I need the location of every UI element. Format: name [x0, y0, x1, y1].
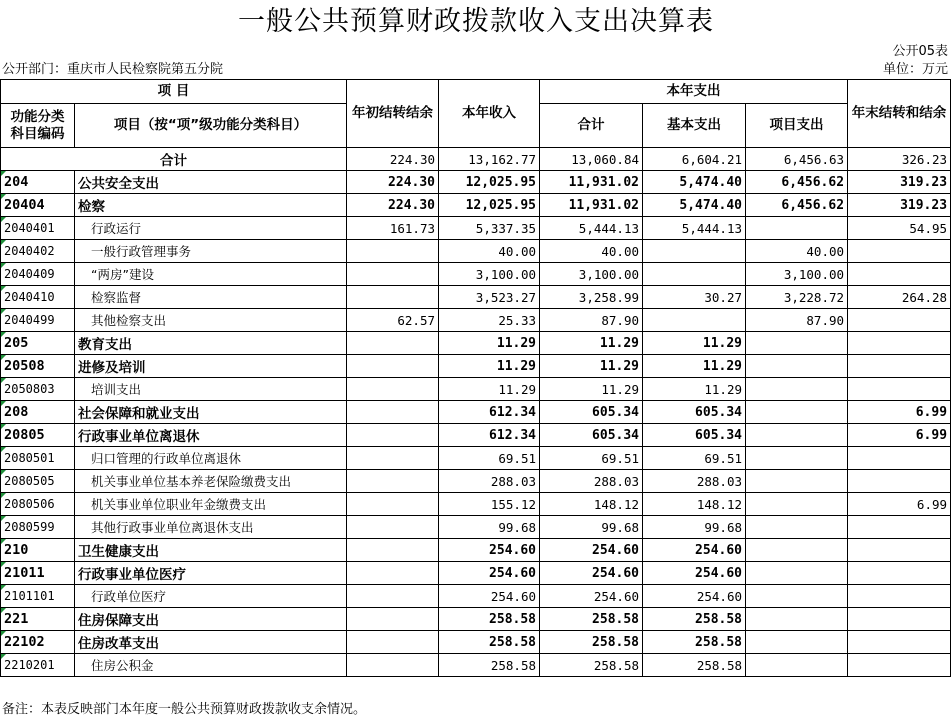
- row-basic: 69.51: [643, 447, 746, 470]
- department-label: 公开部门：重庆市人民检察院第五分院: [2, 62, 224, 77]
- row-opening: [347, 332, 439, 355]
- row-code: [1, 263, 75, 286]
- header-expense-total: 合计: [540, 104, 643, 148]
- row-name: 一般行政管理事务: [75, 240, 347, 263]
- row-code-text: 21011: [4, 565, 45, 581]
- row-project: 3,228.72: [746, 286, 848, 309]
- row-code-text: 205: [4, 335, 29, 351]
- cell-marker-icon: [1, 309, 6, 314]
- row-opening: [347, 539, 439, 562]
- row-code: [1, 447, 75, 470]
- row-name: 机关事业单位基本养老保险缴费支出: [75, 470, 347, 493]
- row-total: 254.60: [540, 562, 643, 585]
- row-basic: 258.58: [643, 631, 746, 654]
- row-closing: [848, 240, 951, 263]
- row-closing: [848, 332, 951, 355]
- table-row: [1, 194, 951, 217]
- row-code-text: 2040401: [4, 221, 55, 235]
- row-name: 行政单位医疗: [75, 585, 347, 608]
- row-opening: [347, 470, 439, 493]
- row-name: 行政事业单位医疗: [75, 562, 347, 585]
- row-basic: [643, 240, 746, 263]
- row-opening: [347, 516, 439, 539]
- row-opening: [347, 608, 439, 631]
- header-expense-group: 本年支出: [540, 80, 848, 104]
- row-total: 99.68: [540, 516, 643, 539]
- row-total: 254.60: [540, 539, 643, 562]
- row-project: [746, 217, 848, 240]
- row-closing: [848, 470, 951, 493]
- row-total: 11.29: [540, 355, 643, 378]
- row-closing: [848, 378, 951, 401]
- row-code-text: 2101101: [4, 589, 55, 603]
- table-row: [1, 401, 951, 424]
- cell-marker-icon: [1, 470, 6, 475]
- row-name: 其他检察支出: [75, 309, 347, 332]
- row-income: 3,523.27: [439, 286, 540, 309]
- table-row: [1, 493, 951, 516]
- table-row: [1, 309, 951, 332]
- row-opening: [347, 286, 439, 309]
- cell-marker-icon: [1, 401, 6, 406]
- row-code-text: 208: [4, 404, 29, 420]
- cell-marker-icon: [1, 608, 6, 613]
- row-income: 612.34: [439, 401, 540, 424]
- row-opening: 62.57: [347, 309, 439, 332]
- total-basic: 6,604.21: [643, 148, 746, 171]
- row-basic: 605.34: [643, 401, 746, 424]
- row-total: 3,100.00: [540, 263, 643, 286]
- row-income: 3,100.00: [439, 263, 540, 286]
- row-code: [1, 608, 75, 631]
- header-row-1: [1, 80, 951, 104]
- row-name: 教育支出: [75, 332, 347, 355]
- row-opening: [347, 447, 439, 470]
- row-total: 69.51: [540, 447, 643, 470]
- row-basic: 99.68: [643, 516, 746, 539]
- table-row: [1, 516, 951, 539]
- row-total: 288.03: [540, 470, 643, 493]
- total-row: [1, 148, 951, 171]
- row-code-text: 2080599: [4, 520, 55, 534]
- table-row: [1, 240, 951, 263]
- row-project: [746, 424, 848, 447]
- row-project: 6,456.62: [746, 171, 848, 194]
- row-name: 行政运行: [75, 217, 347, 240]
- row-project: [746, 332, 848, 355]
- row-opening: [347, 263, 439, 286]
- row-total: 605.34: [540, 424, 643, 447]
- row-name: “两房”建设: [75, 263, 347, 286]
- row-code: [1, 240, 75, 263]
- row-basic: 5,444.13: [643, 217, 746, 240]
- row-income: 288.03: [439, 470, 540, 493]
- table-row: [1, 332, 951, 355]
- row-basic: 30.27: [643, 286, 746, 309]
- row-name: 行政事业单位离退休: [75, 424, 347, 447]
- cell-marker-icon: [1, 424, 6, 429]
- row-basic: 11.29: [643, 355, 746, 378]
- table-row: [1, 424, 951, 447]
- cell-marker-icon: [1, 355, 6, 360]
- row-name: 住房改革支出: [75, 631, 347, 654]
- row-closing: [848, 309, 951, 332]
- row-code: [1, 309, 75, 332]
- row-project: [746, 447, 848, 470]
- row-name: 机关事业单位职业年金缴费支出: [75, 493, 347, 516]
- table-row: [1, 263, 951, 286]
- row-closing: 264.28: [848, 286, 951, 309]
- row-project: [746, 654, 848, 677]
- row-project: 87.90: [746, 309, 848, 332]
- row-name: 检察: [75, 194, 347, 217]
- cell-marker-icon: [1, 378, 6, 383]
- row-code-text: 204: [4, 174, 29, 190]
- row-closing: [848, 263, 951, 286]
- row-closing: [848, 539, 951, 562]
- row-income: 258.58: [439, 631, 540, 654]
- row-income: 40.00: [439, 240, 540, 263]
- row-total: 87.90: [540, 309, 643, 332]
- header-code: 功能分类科目编码: [1, 104, 75, 148]
- row-code-text: 22102: [4, 634, 45, 650]
- row-name: 住房公积金: [75, 654, 347, 677]
- row-opening: [347, 585, 439, 608]
- row-project: [746, 631, 848, 654]
- row-total: 11,931.02: [540, 171, 643, 194]
- row-code: [1, 516, 75, 539]
- row-closing: 6.99: [848, 424, 951, 447]
- table-row: [1, 470, 951, 493]
- row-project: 3,100.00: [746, 263, 848, 286]
- page-title: 一般公共预算财政拨款收入支出决算表: [238, 6, 714, 37]
- form-number: 公开05表: [892, 44, 948, 59]
- total-label: 合计: [1, 148, 347, 171]
- row-code: [1, 470, 75, 493]
- row-basic: 258.58: [643, 654, 746, 677]
- row-total: 40.00: [540, 240, 643, 263]
- row-basic: 11.29: [643, 378, 746, 401]
- row-basic: 288.03: [643, 470, 746, 493]
- row-code-text: 20404: [4, 197, 45, 213]
- table-row: [1, 562, 951, 585]
- row-project: [746, 585, 848, 608]
- row-code: [1, 355, 75, 378]
- table-row: [1, 378, 951, 401]
- row-income: 612.34: [439, 424, 540, 447]
- total-opening: 224.30: [347, 148, 439, 171]
- row-project: 6,456.62: [746, 194, 848, 217]
- row-opening: [347, 562, 439, 585]
- row-total: 11,931.02: [540, 194, 643, 217]
- cell-marker-icon: [1, 585, 6, 590]
- table-row: [1, 171, 951, 194]
- row-code: [1, 562, 75, 585]
- row-closing: 54.95: [848, 217, 951, 240]
- row-code-text: 2040402: [4, 244, 55, 258]
- row-income: 254.60: [439, 562, 540, 585]
- row-basic: 148.12: [643, 493, 746, 516]
- row-code-text: 20508: [4, 358, 45, 374]
- row-code: [1, 493, 75, 516]
- row-code: [1, 654, 75, 677]
- row-code: [1, 332, 75, 355]
- cell-marker-icon: [1, 539, 6, 544]
- row-project: 40.00: [746, 240, 848, 263]
- row-total: 3,258.99: [540, 286, 643, 309]
- row-basic: [643, 263, 746, 286]
- row-closing: [848, 516, 951, 539]
- row-code: [1, 401, 75, 424]
- table-row: [1, 631, 951, 654]
- row-closing: [848, 608, 951, 631]
- header-item: 项 目: [1, 80, 347, 104]
- row-name: 归口管理的行政单位离退休: [75, 447, 347, 470]
- row-project: [746, 608, 848, 631]
- row-project: [746, 378, 848, 401]
- row-project: [746, 470, 848, 493]
- cell-marker-icon: [1, 332, 6, 337]
- row-total: 11.29: [540, 332, 643, 355]
- cell-marker-icon: [1, 263, 6, 268]
- row-opening: [347, 631, 439, 654]
- footnote: 备注：本表反映部门本年度一般公共预算财政拨款收支余情况。: [2, 702, 367, 717]
- header-name: 项目（按“项”级功能分类科目）: [75, 104, 347, 148]
- row-income: 258.58: [439, 608, 540, 631]
- cell-marker-icon: [1, 171, 6, 176]
- row-opening: 224.30: [347, 194, 439, 217]
- table-row: [1, 608, 951, 631]
- row-code-text: 2040409: [4, 267, 55, 281]
- row-name: 其他行政事业单位离退休支出: [75, 516, 347, 539]
- row-opening: [347, 378, 439, 401]
- row-basic: [643, 309, 746, 332]
- row-income: 5,337.35: [439, 217, 540, 240]
- row-income: 11.29: [439, 378, 540, 401]
- header-expense-basic: 基本支出: [643, 104, 746, 148]
- row-basic: 254.60: [643, 539, 746, 562]
- row-name: 进修及培训: [75, 355, 347, 378]
- row-opening: 161.73: [347, 217, 439, 240]
- row-income: 258.58: [439, 654, 540, 677]
- row-closing: 319.23: [848, 194, 951, 217]
- row-opening: [347, 424, 439, 447]
- row-basic: 5,474.40: [643, 194, 746, 217]
- row-total: 258.58: [540, 654, 643, 677]
- total-expense: 13,060.84: [540, 148, 643, 171]
- row-closing: [848, 447, 951, 470]
- row-code: [1, 286, 75, 309]
- cell-marker-icon: [1, 631, 6, 636]
- cell-marker-icon: [1, 493, 6, 498]
- row-income: 254.60: [439, 539, 540, 562]
- row-code-text: 2050803: [4, 382, 55, 396]
- row-income: 25.33: [439, 309, 540, 332]
- row-income: 11.29: [439, 332, 540, 355]
- table-row: [1, 355, 951, 378]
- row-income: 155.12: [439, 493, 540, 516]
- row-basic: 11.29: [643, 332, 746, 355]
- row-code: [1, 585, 75, 608]
- cell-marker-icon: [1, 217, 6, 222]
- row-code-text: 20805: [4, 427, 45, 443]
- row-total: 148.12: [540, 493, 643, 516]
- row-name: 公共安全支出: [75, 171, 347, 194]
- row-code-text: 2210201: [4, 658, 55, 672]
- row-code: [1, 171, 75, 194]
- row-code-text: 2080505: [4, 474, 55, 488]
- row-name: 住房保障支出: [75, 608, 347, 631]
- table-row: [1, 447, 951, 470]
- row-closing: [848, 562, 951, 585]
- cell-marker-icon: [1, 286, 6, 291]
- row-code-text: 2080506: [4, 497, 55, 511]
- row-closing: [848, 355, 951, 378]
- row-basic: 258.58: [643, 608, 746, 631]
- row-basic: 5,474.40: [643, 171, 746, 194]
- table-row: [1, 654, 951, 677]
- row-income: 12,025.95: [439, 194, 540, 217]
- row-closing: [848, 654, 951, 677]
- row-code-text: 2040499: [4, 313, 55, 327]
- total-project: 6,456.63: [746, 148, 848, 171]
- row-code-text: 2040410: [4, 290, 55, 304]
- row-code: [1, 194, 75, 217]
- row-name: 卫生健康支出: [75, 539, 347, 562]
- row-code: [1, 217, 75, 240]
- row-project: [746, 539, 848, 562]
- row-project: [746, 516, 848, 539]
- header-opening: 年初结转结余: [347, 80, 439, 148]
- cell-marker-icon: [1, 194, 6, 199]
- row-income: 11.29: [439, 355, 540, 378]
- row-closing: 319.23: [848, 171, 951, 194]
- row-basic: 605.34: [643, 424, 746, 447]
- row-income: 12,025.95: [439, 171, 540, 194]
- row-project: [746, 401, 848, 424]
- row-code: [1, 539, 75, 562]
- row-total: 605.34: [540, 401, 643, 424]
- cell-marker-icon: [1, 654, 6, 659]
- row-project: [746, 493, 848, 516]
- row-total: 258.58: [540, 608, 643, 631]
- row-basic: 254.60: [643, 585, 746, 608]
- row-opening: 224.30: [347, 171, 439, 194]
- row-income: 99.68: [439, 516, 540, 539]
- row-code-text: 221: [4, 611, 29, 627]
- total-closing: 326.23: [848, 148, 951, 171]
- row-code-text: 2080501: [4, 451, 55, 465]
- row-name: 培训支出: [75, 378, 347, 401]
- total-income: 13,162.77: [439, 148, 540, 171]
- row-total: 5,444.13: [540, 217, 643, 240]
- row-code: [1, 378, 75, 401]
- row-total: 254.60: [540, 585, 643, 608]
- header-expense-project: 项目支出: [746, 104, 848, 148]
- row-opening: [347, 401, 439, 424]
- row-basic: 254.60: [643, 562, 746, 585]
- row-opening: [347, 654, 439, 677]
- row-closing: 6.99: [848, 493, 951, 516]
- row-income: 254.60: [439, 585, 540, 608]
- row-closing: 6.99: [848, 401, 951, 424]
- cell-marker-icon: [1, 516, 6, 521]
- row-project: [746, 562, 848, 585]
- row-total: 11.29: [540, 378, 643, 401]
- cell-marker-icon: [1, 562, 6, 567]
- row-opening: [347, 493, 439, 516]
- row-code-text: 210: [4, 542, 29, 558]
- table-row: [1, 585, 951, 608]
- row-name: 检察监督: [75, 286, 347, 309]
- row-closing: [848, 631, 951, 654]
- table-row: [1, 286, 951, 309]
- row-closing: [848, 585, 951, 608]
- row-code: [1, 424, 75, 447]
- budget-table: [0, 79, 951, 677]
- table-row: [1, 539, 951, 562]
- row-name: 社会保障和就业支出: [75, 401, 347, 424]
- row-opening: [347, 355, 439, 378]
- cell-marker-icon: [1, 240, 6, 245]
- table-row: [1, 217, 951, 240]
- header-income: 本年收入: [439, 80, 540, 148]
- row-code: [1, 631, 75, 654]
- row-income: 69.51: [439, 447, 540, 470]
- unit-label: 单位：万元: [882, 62, 948, 77]
- row-opening: [347, 240, 439, 263]
- row-total: 258.58: [540, 631, 643, 654]
- cell-marker-icon: [1, 447, 6, 452]
- header-closing: 年末结转和结余: [848, 80, 951, 148]
- row-project: [746, 355, 848, 378]
